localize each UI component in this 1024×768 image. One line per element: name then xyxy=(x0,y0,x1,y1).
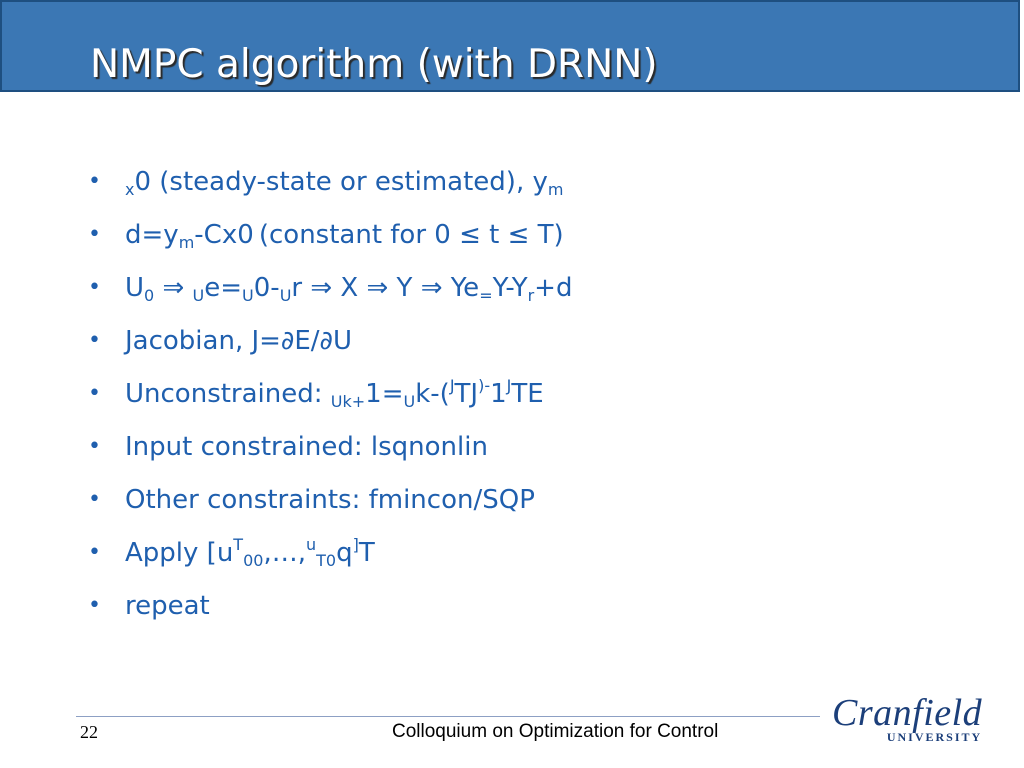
bullet-item xyxy=(88,372,572,425)
bullet-item xyxy=(88,319,572,372)
bullet-list xyxy=(88,160,572,637)
bullet-item xyxy=(88,478,572,531)
bullet-text: Jacobian, J=∂E/∂U xyxy=(125,326,353,356)
bullet-icon: • xyxy=(88,381,101,406)
bullet-item xyxy=(88,531,572,584)
bullet-icon: • xyxy=(88,487,101,512)
bullet-icon: • xyxy=(88,169,101,194)
bullet-item xyxy=(88,213,572,266)
title-bar xyxy=(0,0,1020,92)
logo-wordmark: Cranfield xyxy=(832,692,983,734)
bullet-text: $U_0$ ⇒ $_Ue=_U0-_Ur$ ⇒ X ⇒ Y ⇒ $Ye_=Y-Y_r+d$ xyxy=(125,273,573,305)
bullet-icon: • xyxy=(88,540,101,565)
bullet-text: repeat xyxy=(125,591,210,621)
page-number: 22 xyxy=(80,722,98,742)
bullet-item xyxy=(88,160,572,213)
bullet-icon: • xyxy=(88,328,101,353)
bullet-icon: • xyxy=(88,593,101,618)
footer-divider xyxy=(76,716,820,717)
slide-title: NMPC algorithm (with DRNN) xyxy=(90,42,658,87)
bullet-icon: • xyxy=(88,434,101,459)
bullet-text: Other constraints: fmincon/SQP xyxy=(125,485,535,515)
footer-title: Colloquium on Optimization for Control xyxy=(392,721,719,742)
bullet-item xyxy=(88,266,572,319)
logo-subtitle: UNIVERSITY xyxy=(886,730,983,744)
bullet-text: Apply [$u^T_{00},\dots,^u_{T0}q^]T$ xyxy=(125,535,375,570)
bullet-text: $d=y_m-Cx0$ (constant for 0 ≤ t ≤ T) xyxy=(125,220,564,252)
bullet-text: Unconstrained: $_{Uk+}1=_Uk-(^JTJ^{)-}1^JTE$ xyxy=(125,376,544,411)
bullet-icon: • xyxy=(88,222,101,247)
bullet-item xyxy=(88,425,572,478)
bullet-icon: • xyxy=(88,275,101,300)
bullet-item xyxy=(88,584,572,637)
bullet-text: $_x$0 (steady-state or estimated), $y_m$ xyxy=(125,167,564,199)
cranfield-logo xyxy=(832,694,982,745)
bullet-text: Input constrained: lsqnonlin xyxy=(125,432,488,462)
